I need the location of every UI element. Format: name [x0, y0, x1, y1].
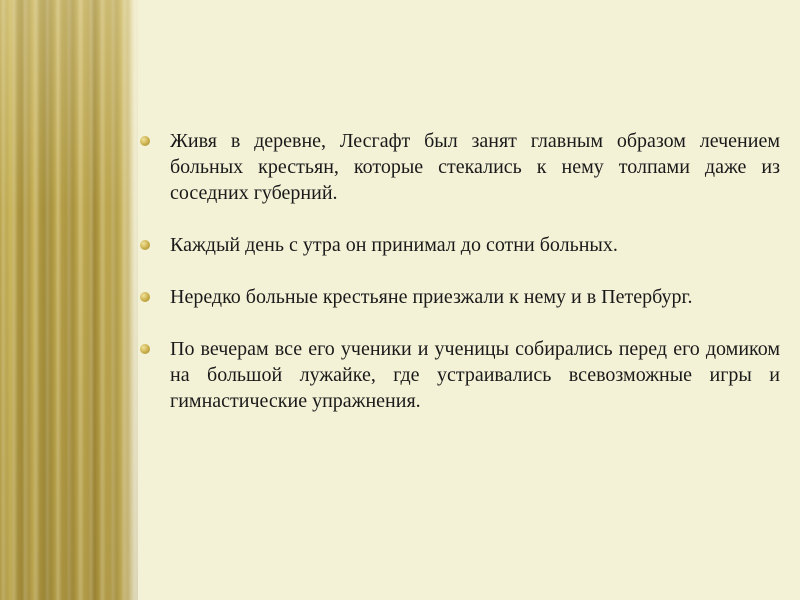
bullet-text: Нередко больные крестьяне приезжали к нему и в Петербург. — [170, 286, 693, 308]
list-item — [138, 336, 780, 414]
curtain-shine — [0, 0, 138, 600]
bullet-icon — [140, 292, 150, 302]
slide-content — [138, 128, 780, 440]
list-item — [138, 232, 780, 258]
bullet-list — [138, 128, 780, 414]
bullet-text: Каждый день с утра он принимал до сотни больных. — [170, 234, 618, 256]
bullet-icon — [140, 344, 150, 354]
list-item — [138, 128, 780, 206]
bullet-text: По вечерам все его ученики и ученицы собирались перед его домиком на большой лужайке, где устраивались всевозможные игры и гимнастические упражнения. — [170, 338, 780, 412]
bullet-icon — [140, 240, 150, 250]
bullet-icon — [140, 136, 150, 146]
list-item — [138, 284, 780, 310]
bullet-text: Живя в деревне, Лесгафт был занят главным образом лечением больных крестьян, которые стекались к нему толпами даже из соседних губерний. — [170, 130, 780, 204]
